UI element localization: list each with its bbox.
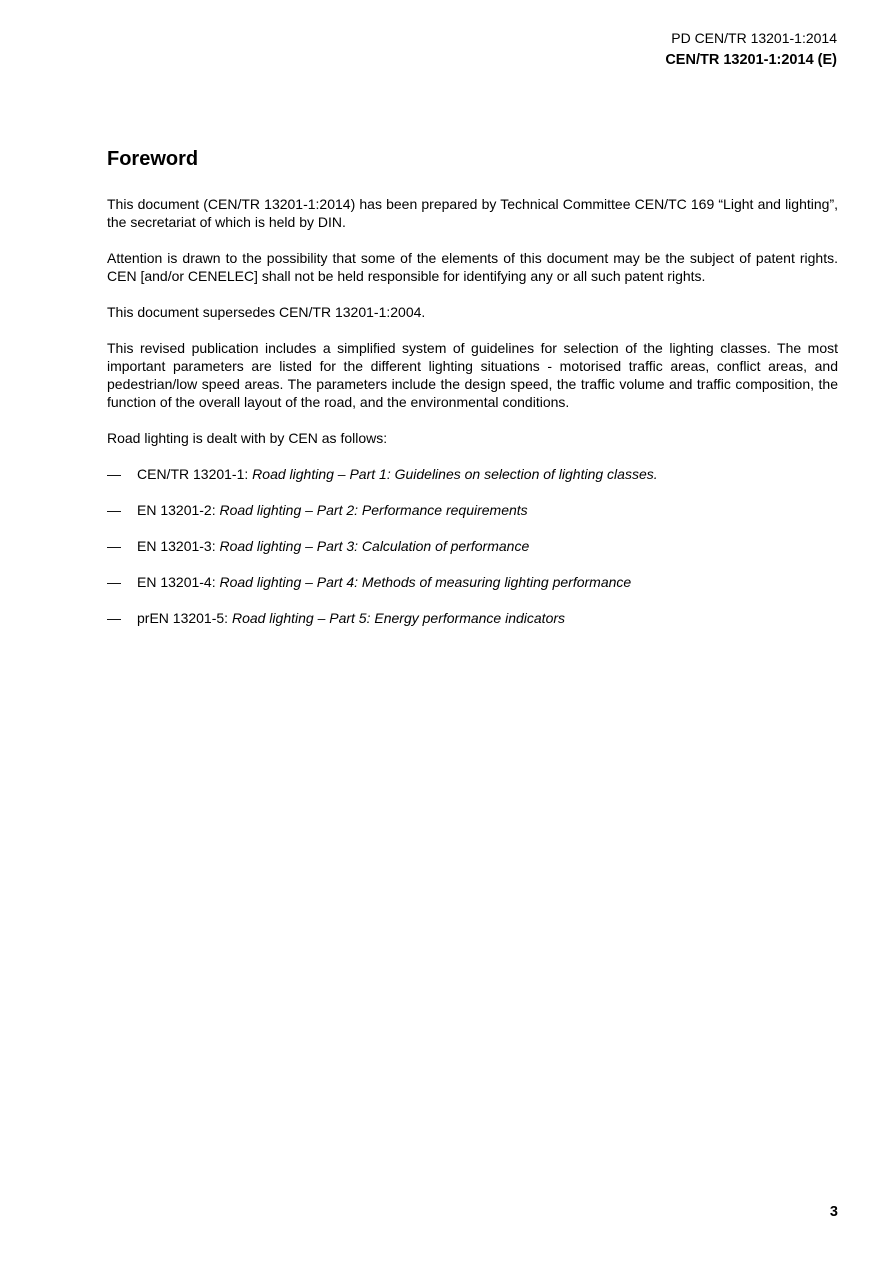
- standard-reference: EN 13201-4:: [137, 574, 220, 590]
- standard-title: Road lighting – Part 5: Energy performance indicators: [231, 610, 566, 626]
- paragraph-patent-rights: Attention is drawn to the possibility that some of the elements of this document may be the subject of patent rights. CEN [and/or CENELEC] shall not be held responsible for identifying any or all such patent rights.: [107, 250, 838, 284]
- standard-reference: CEN/TR 13201-1:: [137, 466, 253, 482]
- list-item-text: [137, 501, 528, 519]
- page-title: Foreword: [107, 148, 199, 170]
- paragraph-supersedes: This document supersedes CEN/TR 13201-1:2004.: [107, 304, 426, 320]
- list-dash: —: [107, 538, 121, 554]
- paragraph-preparation: This document (CEN/TR 13201-1:2014) has been prepared by Technical Committee CEN/TC 169 “Light and lighting”, the secretariat of which is held by DIN.: [107, 196, 838, 230]
- standard-title: Road lighting – Part 2: Performance requirements: [219, 502, 528, 518]
- list-item-text: [137, 573, 631, 591]
- document-id-edition: CEN/TR 13201-1:2014 (E): [665, 52, 837, 68]
- list-item-text: [137, 537, 529, 555]
- standard-title: Road lighting – Part 4: Methods of measuring lighting performance: [219, 574, 632, 590]
- standard-reference: EN 13201-3:: [137, 538, 220, 554]
- list-item-text: [137, 465, 658, 483]
- standard-title: Road lighting – Part 1: Guidelines on selection of lighting classes.: [252, 466, 658, 482]
- standard-reference: prEN 13201-5:: [137, 610, 232, 626]
- paragraph-revised-publication: This revised publication includes a simplified system of guidelines for selection of the lighting classes. The most important parameters are listed for the different lighting situations - motorised traffic areas, conflict areas, and pedestrian/low speed areas. The parameters include the design speed, the traffic volume and traffic composition, the function of the overall layout of the road, and the environmental conditions.: [107, 340, 838, 410]
- list-dash: —: [107, 610, 121, 626]
- list-dash: —: [107, 502, 121, 518]
- standard-title: Road lighting – Part 3: Calculation of performance: [219, 538, 530, 554]
- list-dash: —: [107, 466, 121, 482]
- page-number: 3: [829, 1204, 838, 1220]
- standard-reference: EN 13201-2:: [137, 502, 220, 518]
- paragraph-road-lighting-intro: Road lighting is dealt with by CEN as follows:: [107, 430, 388, 446]
- list-item-text: [137, 609, 565, 627]
- document-id: PD CEN/TR 13201-1:2014: [671, 30, 837, 46]
- list-dash: —: [107, 574, 121, 590]
